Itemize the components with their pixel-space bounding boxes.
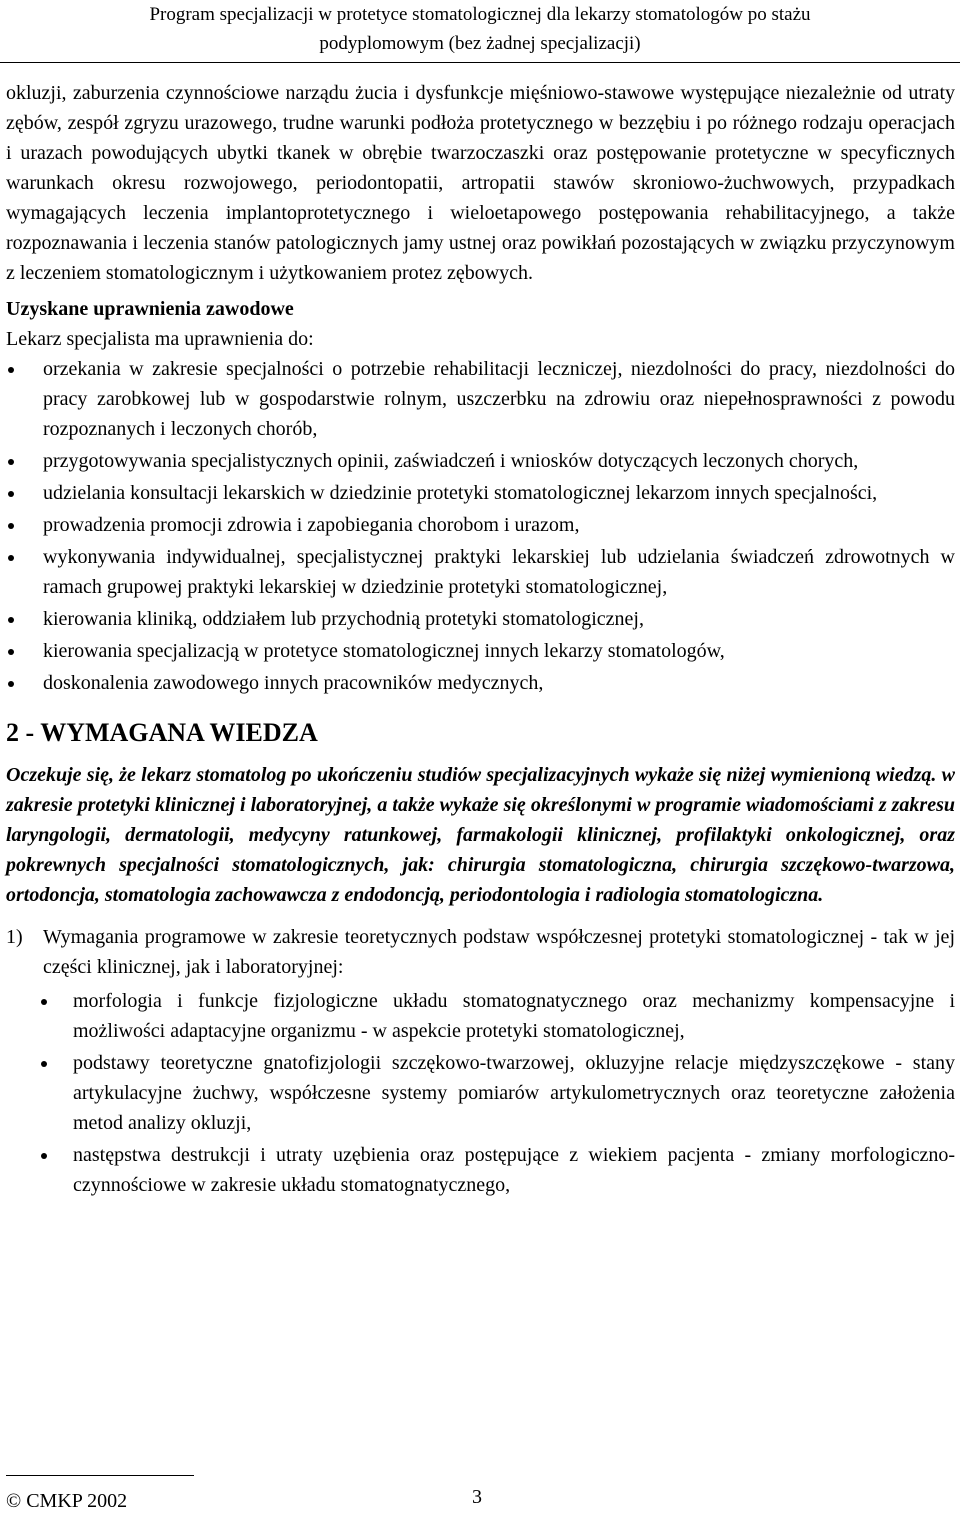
- header-line-2: podyplomowym (bez żadnej specjalizacji): [319, 33, 641, 54]
- bullet-icon: [41, 1153, 47, 1159]
- list-item: podstawy teoretyczne gnatofizjologii szczękowo-twarzowej, okluzyjne relacje międzyszczękowe - stany artykulacyjne żuchwy, współczesne systemy pomiarów artykulometrycznych oraz teoretyczne założenia metod analizy okluzji,: [6, 1048, 955, 1138]
- header-line-1: Program specjalizacji w protetyce stomatologicznej dla lekarzy stomatologów po stażu: [149, 4, 811, 25]
- rights-heading: Uzyskane uprawnienia zawodowe: [6, 298, 294, 320]
- list-item: doskonalenia zawodowego innych pracowników medycznych,: [6, 668, 955, 698]
- rights-lead: Lekarz specjalista ma uprawnienia do:: [6, 328, 314, 350]
- list-item: przygotowywania specjalistycznych opinii, zaświadczeń i wniosków dotyczących leczonych chorych,: [6, 446, 955, 476]
- bullet-icon: [8, 617, 14, 623]
- running-header: [0, 0, 960, 58]
- list-item: morfologia i funkcje fizjologiczne układu stomatognatycznego oraz mechanizmy kompensacyjne i możliwości adaptacyjne organizmu - w aspekcie protetyki stomatologicznej,: [6, 986, 955, 1046]
- requirement-1-list: [6, 986, 955, 1200]
- rights-list: [6, 354, 955, 698]
- bullet-icon: [8, 459, 14, 465]
- bullet-icon: [41, 1061, 47, 1067]
- list-item: wykonywania indywidualnej, specjalistycznej praktyki lekarskiej lub udzielania świadczeń zdrowotnych w ramach grupowej praktyki lekarskiej w dziedzinie protetyki stomatologicznej,: [6, 542, 955, 602]
- page-body: [6, 78, 955, 1202]
- bullet-icon: [8, 681, 14, 687]
- bullet-icon: [8, 555, 14, 561]
- list-item: orzekania w zakresie specjalności o potrzebie rehabilitacji leczniczej, niezdolności do pracy, niezdolności do pracy zarobkowej lub w gospodarstwie rolnym, uszczerbku na zdrowiu oraz niepełnosprawności z powodu rozpoznanych i leczonych chorób,: [6, 354, 955, 444]
- bullet-icon: [8, 367, 14, 373]
- list-item: prowadzenia promocji zdrowia i zapobiegania chorobom i urazom,: [6, 510, 955, 540]
- bullet-icon: [8, 491, 14, 497]
- bullet-icon: [8, 523, 14, 529]
- copyright: © CMKP 2002: [6, 1490, 128, 1512]
- page-number: 3: [472, 1486, 482, 1508]
- header-divider: [0, 62, 960, 63]
- requirement-text: Wymagania programowe w zakresie teoretycznych podstaw współczesnej protetyki stomatologicznej - tak w jej części klinicznej, jak i laboratoryjnej:: [43, 926, 955, 978]
- bullet-icon: [41, 999, 47, 1005]
- requirement-number: 1): [6, 926, 23, 948]
- list-item: kierowania kliniką, oddziałem lub przychodnią protetyki stomatologicznej,: [6, 604, 955, 634]
- section-title: 2 - WYMAGANA WIEDZA: [6, 718, 318, 747]
- knowledge-intro-paragraph: Oczekuje się, że lekarz stomatolog po ukończeniu studiów specjalizacyjnych wykaże się niżej wymienioną wiedzą. w zakresie protetyki klinicznej i laboratoryjnej, a także wykaże się określonymi w programie wiadomościami z zakresu laryngologii, dermatologii, medycyny ratunkowej, farmakologii klinicznej, profilaktyki onkologicznej, oraz pokrewnych specjalności stomatologicznych, jak: chirurgia stomatologiczna, chirurgia szczękowo-twarzowa, ortodoncja, stomatologia zachowawcza z endodoncją, periodontologia i radiologia stomatologiczna.: [6, 764, 955, 906]
- requirement-1: [6, 922, 955, 982]
- footer-divider: [6, 1475, 194, 1476]
- list-item: kierowania specjalizacją w protetyce stomatologicznej innych lekarzy stomatologów,: [6, 636, 955, 666]
- intro-paragraph: okluzji, zaburzenia czynnościowe narządu żucia i dysfunkcje mięśniowo-stawowe występujące niezależnie od utraty zębów, zespół zgryzu urazowego, trudne warunki podłoża protetycznego w bezzębiu i po różnego rodzaju operacjach i urazach powodujących ubytki tkanek w obrębie twarzoczaszki oraz postępowanie protetyczne w specyficznych warunkach okresu rozwojowego, periodontopatii, artropatii stawów skroniowo-żuchwowych, przypadkach wymagających leczenia implantoprotetycznego i wieloetapowego postępowania rehabilitacyjnego, a także rozpoznawania i leczenia stanów patologicznych jamy ustnej oraz powikłań pozostających w związku przyczynowym z leczeniem stomatologicznym i użytkowaniem protez zębowych.: [6, 82, 955, 284]
- bullet-icon: [8, 649, 14, 655]
- list-item: następstwa destrukcji i utraty uzębienia oraz postępujące z wiekiem pacjenta - zmiany morfologiczno-czynnościowe w zakresie układu stomatognatycznego,: [6, 1140, 955, 1200]
- list-item: udzielania konsultacji lekarskich w dziedzinie protetyki stomatologicznej lekarzom innych specjalności,: [6, 478, 955, 508]
